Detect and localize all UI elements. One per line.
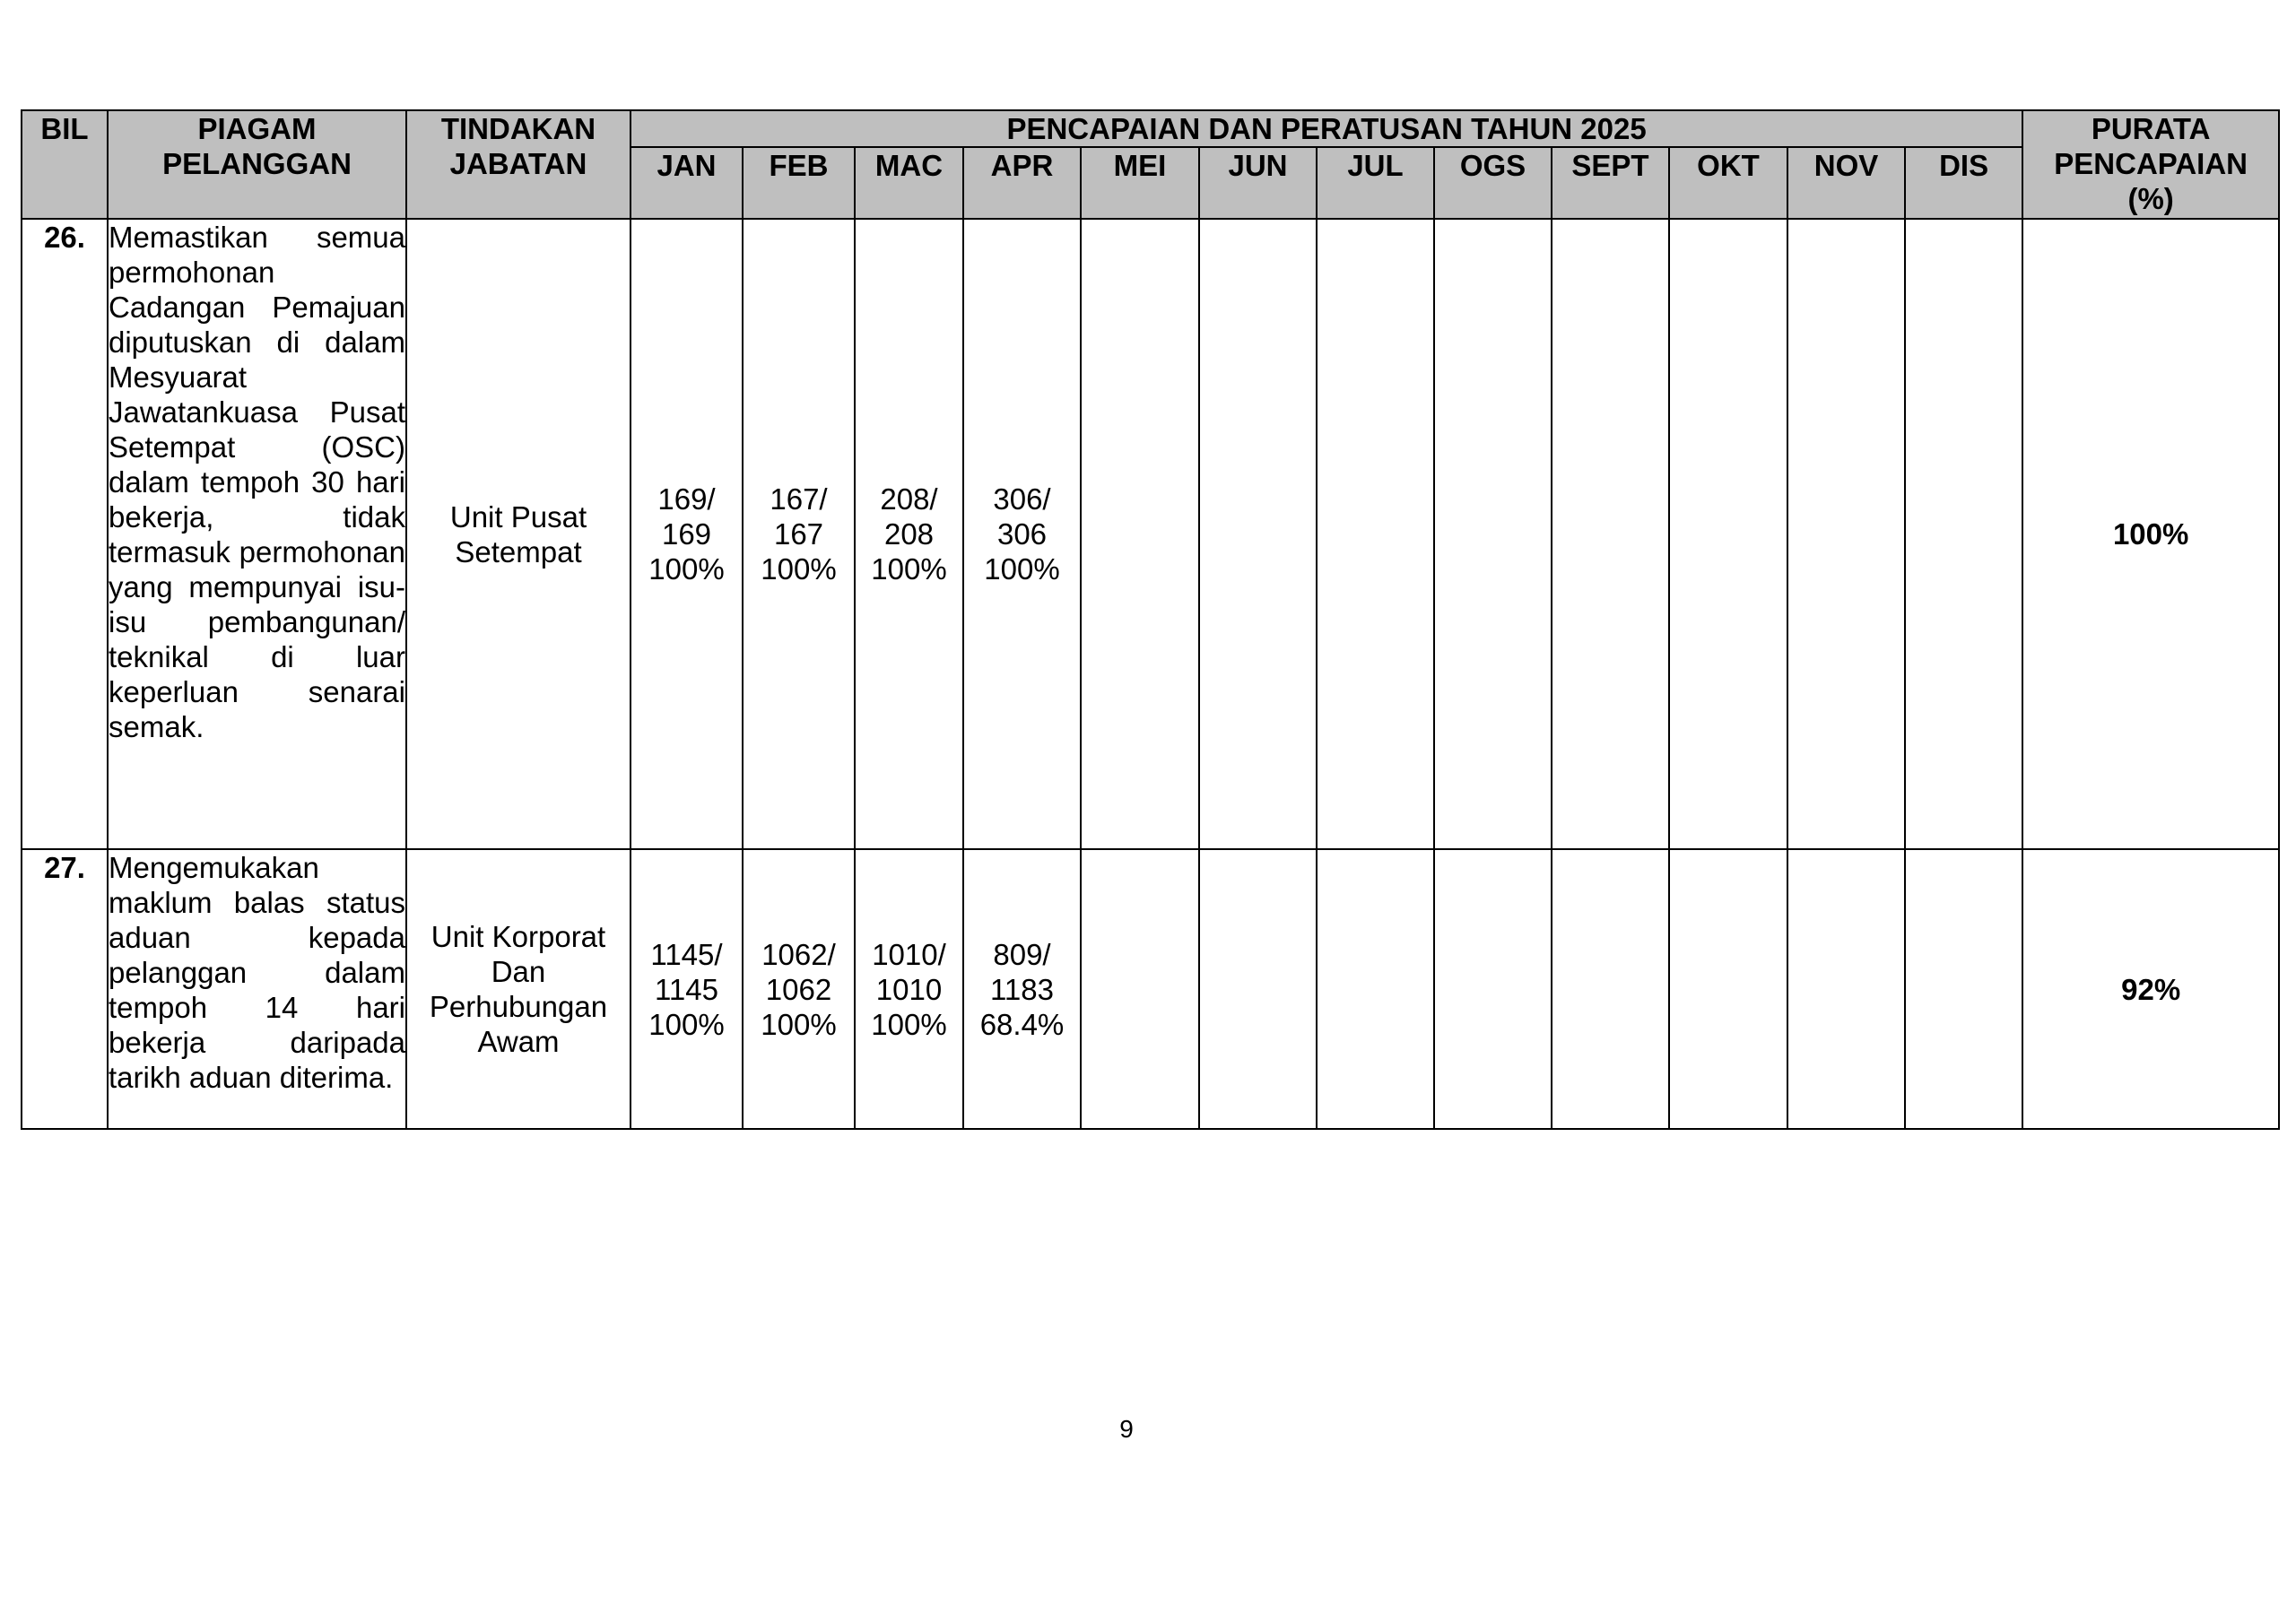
header-month-ogs: OGS	[1434, 147, 1552, 219]
month-cell-mei	[1081, 849, 1199, 1129]
month-fraction: 1010/	[872, 937, 946, 971]
month-fraction: 306/	[993, 482, 1051, 516]
month-cell-dis	[1905, 849, 2022, 1129]
table-row	[22, 849, 2279, 1129]
month-cell-mac	[855, 219, 963, 849]
header-month-nov: NOV	[1787, 147, 1905, 219]
month-cell-feb	[743, 219, 855, 849]
month-cell-jan	[631, 219, 743, 849]
month-cell-nov	[1787, 849, 1905, 1129]
month-percent: 100%	[761, 552, 837, 586]
charter-text: Memastikan semua permohonan Cadangan Pemajuan diputuskan di dalam Mesyuarat Jawatankuasa Pusat Setempat (OSC) dalam tempoh 30 hari bekerja, tidak termasuk permohonan yang mempunyai isu-isu pembangunan/ teknikal di luar keperluan senarai semak.	[109, 221, 405, 743]
header-month-jul: JUL	[1317, 147, 1434, 219]
header-month-dis: DIS	[1905, 147, 2022, 219]
month-denominator: 306	[996, 517, 1048, 551]
month-cell-mac	[855, 849, 963, 1129]
header-month-feb: FEB	[743, 147, 855, 219]
header-month-apr: APR	[963, 147, 1081, 219]
month-denominator: 1010	[875, 972, 943, 1006]
row-number: 26.	[22, 219, 108, 849]
month-percent: 100%	[871, 552, 947, 586]
month-percent: 100%	[761, 1007, 837, 1041]
header-row-top	[22, 110, 2279, 147]
header-month-sept: SEPT	[1552, 147, 1669, 219]
month-fraction: 208/	[880, 482, 938, 516]
month-cell-jun	[1199, 849, 1317, 1129]
header-purata-line1: PURATA	[2091, 112, 2211, 145]
header-bil: BIL	[22, 110, 108, 219]
average-achievement: 100%	[2022, 219, 2279, 849]
month-cell-jan	[631, 849, 743, 1129]
month-percent: 68.4%	[979, 1007, 1065, 1041]
month-percent: 100%	[984, 552, 1060, 586]
month-cell-ogs	[1434, 219, 1552, 849]
header-pencapaian: PENCAPAIAN DAN PERATUSAN TAHUN 2025	[631, 110, 2022, 147]
month-cell-apr	[963, 849, 1081, 1129]
month-denominator: 1062	[765, 972, 832, 1006]
header-purata	[2022, 110, 2279, 219]
department-action: Unit Korporat Dan Perhubungan Awam	[406, 849, 631, 1129]
month-cell-ogs	[1434, 849, 1552, 1129]
performance-table	[21, 109, 2280, 1130]
header-month-jun: JUN	[1199, 147, 1317, 219]
month-fraction: 1062/	[761, 937, 836, 971]
page-number: 9	[1119, 1415, 1134, 1443]
month-percent: 100%	[871, 1007, 947, 1041]
month-denominator: 1145	[655, 972, 718, 1006]
month-fraction: 1145/	[650, 937, 723, 971]
month-cell-jul	[1317, 219, 1434, 849]
month-cell-sept	[1552, 849, 1669, 1129]
month-cell-mei	[1081, 219, 1199, 849]
month-cell-okt	[1669, 219, 1787, 849]
month-fraction: 169/	[657, 482, 716, 516]
header-tindakan: TINDAKAN JABATAN	[406, 110, 631, 219]
month-cell-jun	[1199, 219, 1317, 849]
month-fraction: 809/	[993, 937, 1051, 971]
charter-cell	[108, 849, 406, 1129]
header-month-mei: MEI	[1081, 147, 1199, 219]
month-cell-sept	[1552, 219, 1669, 849]
header-piagam: PIAGAM PELANGGAN	[108, 110, 406, 219]
header-month-jan: JAN	[631, 147, 743, 219]
average-achievement: 92%	[2022, 849, 2279, 1129]
month-cell-jul	[1317, 849, 1434, 1129]
header-purata-line3: (%)	[2127, 182, 2174, 215]
month-fraction: 167/	[770, 482, 828, 516]
month-percent: 100%	[648, 1007, 725, 1041]
header-purata-line2: PENCAPAIAN	[2054, 147, 2248, 180]
month-denominator: 1183	[990, 972, 1054, 1006]
charter-text: Mengemukakan maklum balas status aduan kepada pelanggan dalam tempoh 14 hari bekerja daripada tarikh aduan diterima.	[109, 851, 405, 1094]
month-denominator: 208	[883, 517, 935, 551]
month-cell-feb	[743, 849, 855, 1129]
header-month-mac: MAC	[855, 147, 963, 219]
charter-cell	[108, 219, 406, 849]
month-cell-nov	[1787, 219, 1905, 849]
table-row	[22, 219, 2279, 849]
month-denominator: 169	[661, 517, 712, 551]
month-cell-dis	[1905, 219, 2022, 849]
month-percent: 100%	[648, 552, 725, 586]
month-cell-apr	[963, 219, 1081, 849]
header-month-okt: OKT	[1669, 147, 1787, 219]
department-action: Unit Pusat Setempat	[406, 219, 631, 849]
month-denominator: 167	[773, 517, 824, 551]
row-number: 27.	[22, 849, 108, 1129]
month-cell-okt	[1669, 849, 1787, 1129]
